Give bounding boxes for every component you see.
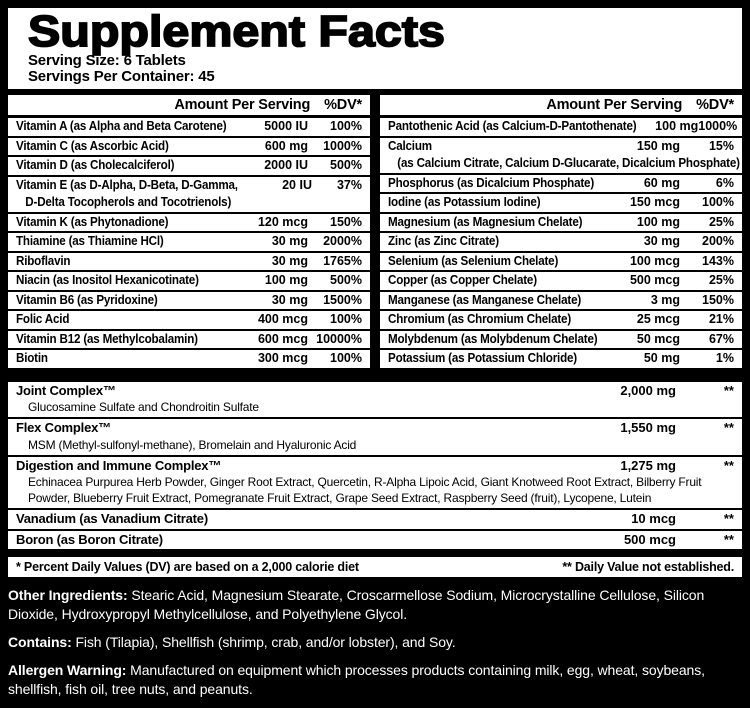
other-ingredients-text: Stearic Acid, Magnesium Stearate, Croscarmellose Sodium, Microcrystalline Cellulose, Silicon Dioxide, Hydroxypropyl Methylcellulose, and Polyethylene Glycol. xyxy=(8,587,705,622)
left-column xyxy=(8,95,370,370)
complex-ingredients: Glucosamine Sulfate and Chondroitin Sulfate xyxy=(28,400,259,414)
nutrient-amount: 30 mg xyxy=(643,234,680,248)
complex-name: Flex Complex™ xyxy=(16,420,111,435)
nutrient-dv: 100% xyxy=(330,119,362,133)
contains-label: Contains: xyxy=(8,634,72,650)
nutrient-amount: 120 mcg xyxy=(257,214,308,229)
nutrient-name: Pantothenic Acid (as Calcium-D-Pantothenate) xyxy=(388,119,637,133)
nutrient-name-continued: (as Calcium Citrate, Calcium D-Glucarate, Dicalcium Phosphate) xyxy=(397,156,740,170)
complex-dv: ** xyxy=(723,382,734,398)
nutrient-row xyxy=(380,292,742,310)
nutrient-amount: 300 mcg xyxy=(257,351,308,365)
nutrient-row xyxy=(380,214,742,232)
nutrient-name: Manganese (as Manganese Chelate) xyxy=(388,292,582,307)
nutrient-name: Niacin (as Inositol Hexanicotinate) xyxy=(16,273,199,287)
nutrient-name: Selenium (as Selenium Chelate) xyxy=(388,253,559,268)
complex-row xyxy=(8,382,742,418)
not-established-note: ** Daily Value not established. xyxy=(562,560,734,574)
nutrient-row xyxy=(380,233,742,251)
nutrient-dv: 500% xyxy=(330,273,362,287)
nutrient-dv: 200% xyxy=(702,234,734,248)
nutrient-row xyxy=(8,138,370,156)
nutrient-amount: 100 mcg xyxy=(629,253,680,268)
nutrient-name: Vitamin K (as Phytonadione) xyxy=(16,214,169,229)
nutrient-amount: 30 mg xyxy=(271,234,308,248)
nutrient-name: Riboflavin xyxy=(16,253,71,268)
nutrient-name-continued: D-Delta Tocopherols and Tocotrienols) xyxy=(25,195,232,209)
nutrient-dv: 143% xyxy=(702,253,734,268)
nutrient-amount: 30 mg xyxy=(271,292,308,307)
nutrient-row xyxy=(8,253,370,271)
dv-header: %DV* xyxy=(324,97,362,113)
nutrient-row xyxy=(8,292,370,310)
nutrient-dv: 1% xyxy=(715,351,734,365)
nutrient-row xyxy=(8,233,370,251)
nutrient-name: Thiamine (as Thiamine HCl) xyxy=(16,234,164,248)
nutrient-dv: 25% xyxy=(708,214,734,229)
nutrient-amount: 500 mcg xyxy=(629,273,680,287)
nutrient-dv: 500% xyxy=(330,158,362,172)
right-column xyxy=(380,95,742,370)
nutrient-name: Magnesium (as Magnesium Chelate) xyxy=(388,214,583,229)
nutrient-dv: 1000% xyxy=(698,119,738,133)
nutrient-amount: 2000 IU xyxy=(264,158,308,172)
complex-amount: 1,275 mg xyxy=(620,457,676,473)
complex-dv: ** xyxy=(723,457,734,473)
nutrient-row xyxy=(380,253,742,271)
other-ingredients xyxy=(8,586,740,624)
dv-footnote: * Percent Daily Values (DV) are based on a 2,000 calorie diet xyxy=(16,560,359,574)
nutrient-amount: 5000 IU xyxy=(264,119,308,133)
right-column-header xyxy=(380,95,742,115)
nutrient-amount: 600 mg xyxy=(264,138,308,153)
nutrient-dv: 15% xyxy=(708,138,734,153)
nutrient-row xyxy=(380,311,742,329)
nutrient-row xyxy=(8,350,370,368)
complex-name: Digestion and Immune Complex™ xyxy=(16,457,222,473)
supplement-facts-label xyxy=(0,8,750,699)
nutrient-name: Folic Acid xyxy=(16,312,70,326)
left-column-header xyxy=(8,95,370,115)
amount-per-serving-header: Amount Per Serving xyxy=(174,97,311,113)
left-nutrient-table xyxy=(8,118,370,368)
complex-name: Boron (as Boron Citrate) xyxy=(16,531,163,547)
nutrient-row xyxy=(8,311,370,329)
nutrient-name: Molybdenum (as Molybdenum Chelate) xyxy=(388,331,598,346)
complex-dv: ** xyxy=(723,531,734,547)
complex-ingredients: Echinacea Purpurea Herb Powder, Ginger Root Extract, Quercetin, R-Alpha Lipoic Acid, Giant Knotweed Root Extract, Bilberry Fruit Powder, Blueberry Fruit Extract, Pomegranate Fruit Extract, Grape Seed Extract, Raspberry Seed (fruit), Lycopene, Lutein xyxy=(28,475,702,505)
nutrient-row xyxy=(8,118,370,136)
nutrient-amount: 400 mcg xyxy=(257,312,308,326)
nutrient-name: Vitamin E (as D-Alpha, D-Beta, D-Gamma, xyxy=(16,177,238,192)
nutrient-dv: 67% xyxy=(708,331,734,346)
nutrient-dv: 1000% xyxy=(323,138,362,153)
nutrient-dv: 37% xyxy=(336,177,362,192)
nutrient-name: Phosphorus (as Dicalcium Phosphate) xyxy=(388,175,595,190)
title-panel xyxy=(8,8,742,89)
nutrient-dv: 100% xyxy=(702,195,734,209)
nutrient-row xyxy=(380,118,742,136)
nutrient-row xyxy=(380,331,742,349)
complex-amount: 1,550 mg xyxy=(620,420,676,435)
nutrient-name: Biotin xyxy=(16,351,48,365)
nutrient-row xyxy=(8,214,370,232)
complex-row xyxy=(8,457,742,509)
contains-statement xyxy=(8,633,740,652)
nutrient-dv: 100% xyxy=(330,312,362,326)
servings-per-container: Servings Per Container: 45 xyxy=(28,67,215,85)
nutrient-amount: 20 IU xyxy=(282,177,312,192)
amount-per-serving-header: Amount Per Serving xyxy=(546,97,683,113)
nutrient-amount: 60 mg xyxy=(643,175,680,190)
nutrient-amount: 100 mg xyxy=(264,273,308,287)
complex-amount: 10 mcg xyxy=(631,511,676,526)
nutrient-columns xyxy=(8,95,742,370)
nutrient-name: Vitamin B6 (as Pyridoxine) xyxy=(16,292,158,307)
complex-name: Vanadium (as Vanadium Citrate) xyxy=(16,511,208,526)
complex-table xyxy=(8,382,742,550)
nutrient-amount: 100 mg xyxy=(636,214,680,229)
allergen-warning-label: Allergen Warning: xyxy=(8,662,127,678)
nutrient-dv: 10000% xyxy=(316,331,362,346)
complex-ingredients: MSM (Methyl-sulfonyl-methane), Bromelain and Hyaluronic Acid xyxy=(28,437,357,452)
nutrient-row xyxy=(380,138,742,173)
nutrient-name: Zinc (as Zinc Citrate) xyxy=(388,234,499,248)
complex-name: Joint Complex™ xyxy=(16,382,116,398)
complex-row xyxy=(8,419,742,455)
complex-amount: 500 mcg xyxy=(623,531,676,547)
nutrient-amount: 3 mg xyxy=(650,292,680,307)
nutrient-dv: 25% xyxy=(708,273,734,287)
nutrient-amount: 150 mg xyxy=(636,138,680,153)
nutrient-dv: 1765% xyxy=(323,253,362,268)
nutrient-name: Iodine (as Potassium Iodine) xyxy=(388,195,541,209)
footnote-bar xyxy=(8,557,742,577)
nutrient-dv: 6% xyxy=(715,175,734,190)
contains-text: Fish (Tilapia), Shellfish (shrimp, crab, and/or lobster), and Soy. xyxy=(71,634,456,650)
nutrient-amount: 25 mcg xyxy=(636,312,680,326)
complex-row xyxy=(8,510,742,529)
nutrient-dv: 1500% xyxy=(323,292,362,307)
right-nutrient-table xyxy=(380,118,742,368)
nutrient-amount: 100 mg xyxy=(655,119,699,133)
nutrient-name: Vitamin A (as Alpha and Beta Carotene) xyxy=(16,119,227,133)
other-ingredients-label: Other Ingredients: xyxy=(8,587,128,603)
nutrient-name: Chromium (as Chromium Chelate) xyxy=(388,312,572,326)
complex-amount: 2,000 mg xyxy=(620,382,676,398)
complex-dv: ** xyxy=(723,420,734,435)
allergen-warning xyxy=(8,661,740,699)
nutrient-dv: 150% xyxy=(330,214,362,229)
nutrient-amount: 30 mg xyxy=(271,253,308,268)
serving-size: Serving Size: 6 Tablets xyxy=(28,52,186,69)
nutrient-dv: 2000% xyxy=(323,234,362,248)
allergen-warning-text: Manufactured on equipment which processes products containing milk, egg, wheat, soybeans, shellfish, fish oil, tree nuts, and peanuts. xyxy=(8,662,705,697)
nutrient-name: Potassium (as Potassium Chloride) xyxy=(388,351,577,365)
nutrient-amount: 50 mcg xyxy=(636,331,680,346)
nutrient-dv: 100% xyxy=(330,351,362,365)
nutrient-row xyxy=(380,175,742,193)
nutrient-row xyxy=(8,157,370,175)
nutrient-amount: 600 mcg xyxy=(257,331,308,346)
nutrient-name: Vitamin B12 (as Methylcobalamin) xyxy=(16,331,198,346)
nutrient-row xyxy=(380,194,742,212)
nutrient-name: Calcium xyxy=(388,138,432,153)
complex-dv: ** xyxy=(723,511,734,526)
complex-row xyxy=(8,531,742,550)
dv-header: %DV* xyxy=(696,97,734,113)
label-title: Supplement Facts xyxy=(28,7,445,56)
nutrient-row xyxy=(8,177,370,212)
nutrient-amount: 50 mg xyxy=(643,351,680,365)
nutrient-name: Vitamin D (as Cholecalciferol) xyxy=(16,158,175,172)
nutrient-name: Copper (as Copper Chelate) xyxy=(388,273,537,287)
nutrient-name: Vitamin C (as Ascorbic Acid) xyxy=(16,138,169,153)
nutrient-amount: 150 mcg xyxy=(629,195,680,209)
nutrient-row xyxy=(8,272,370,290)
nutrient-row xyxy=(8,331,370,349)
nutrient-dv: 150% xyxy=(702,292,734,307)
nutrient-dv: 21% xyxy=(708,312,734,326)
nutrient-row xyxy=(380,350,742,368)
nutrient-row xyxy=(380,272,742,290)
